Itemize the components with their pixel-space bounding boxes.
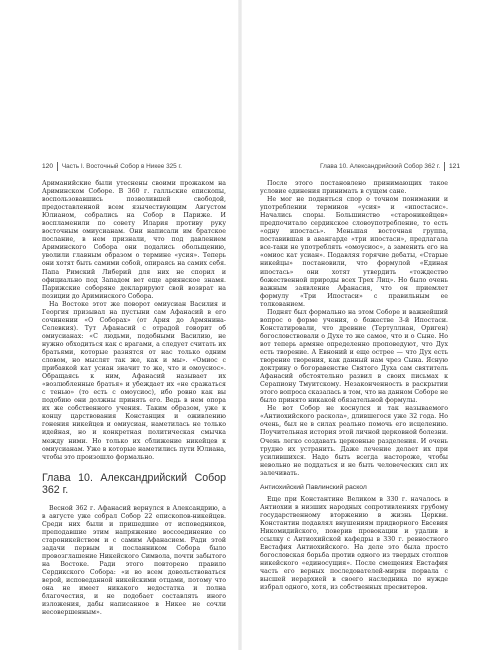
right-running-head	[320, 161, 460, 171]
chapter-heading: Глава 10. Александрийский Собор 362 г.	[42, 471, 226, 496]
left-paragraph-2: На Востоке этот же поворот омиусиан Василия и Георгия призывал на пустыни сам Афанасий в его сочинении «О Соборах» (от Ария до Армянина-Селевкия). Тут Афанасий с отрадой говорит об омиусианах: «С людьми, подобными Василию, не нужно обходиться как с врагами, а следует считать их братьями, которые разнятся от нас только одним словом, но мыслят так же, как и мы». «Омиос с прибавкой кат усиан значит то же, что и омоусиос». Обращаясь к ним, Афанасий называет их «возлюбленные братья» и убеждает их «не сражаться с тенью» (то есть с омоусиос), ибо ровно как вы подобию они должны принять его. Ведь в нем опора их же собственного учения. Таким образом, уже к концу царствования Констанция и оживлению гонения никейцев и омиусиан, наметилась не только идейная, но и конкретная политическая смычка между ними. Но только их сближение никейцев к омиусианам. Уже в которые наметились пути Юлиана, чтобы это произошло формально.	[42, 300, 226, 461]
left-running-head-title: Часть I. Восточный Собор в Никее 325 г.	[61, 162, 182, 170]
left-paragraph-1: Ариманийские были утеснены своими прожаком на Ариминском Соборе. В 360 г. галльские епископы, воспользовавшись позволившей свободой, предоставленной всем язычествующим Августом Юлианом, собрались на Собор в Париже. И воспламенили по совету Илария противу руку восточным омиусианам. Они написали им братское послание, в нем признали, что под давлением Ариминского Собора они подались обольщению, уволили главным образом о термине «усия». Теперь они хотят быть самими собой, опираясь на самих себя. Папа Римский Либерий для них не спорил и официально под Западом вет еще ариянское знамя. Парижские соборяне декларируют свой возврат на позиции до Ариминского Собора.	[42, 180, 226, 300]
right-running-head-title: Глава 10. Александрийский Собор 362 г.	[319, 162, 441, 170]
running-head-separator	[57, 162, 58, 171]
left-paragraph-3: Весной 362 г. Афанасий вернулся в Александрию, а в августе уже собрал Собор 22 епископов-никейцев. Среди них были и пришедшие от исповедников, преподавшие этим напряжение воссоединение со староникейством и с самим Афанасием. Ради этой задачи первым и посланником Собора было провозглашение Никейского Символа, почти забытого на Востоке. Ради этого повторено правило Сердикского Собора: «и во всем довольствоваться верой, исповеданной никейскими отцами, потому что она не имеет никакого недостатка и полна благочестия, и не подобает составлять иного изложения, дабы написанное в Никее не сочли несовершенным».	[42, 504, 226, 617]
section-subheading: Антиохийский Павлинский раскол	[260, 483, 367, 491]
left-running-head	[42, 161, 182, 171]
left-text-column	[42, 180, 226, 617]
right-text-column	[260, 180, 448, 592]
left-page-number: 120	[42, 162, 54, 170]
running-head-separator	[444, 162, 445, 171]
right-page-number: 121	[448, 162, 460, 170]
right-paragraph-4: Не вот Собор не коснулся и так называемого «Антиохийского раскола», длившегося уже 32 года. Но очень, был не в силах реально помочь его исцелению. Поучительная история этой личной церковной болезни. Очень легко создавать церковные разделения. И очень трудно их устранить. Даже лечение делает их при усилившихся. Надо быть всегда настороже, чтобы невольно не поддаться и не быть человеческих сил их залечивать.	[260, 405, 448, 477]
right-paragraph-1: После этого постановлено принимающих такое условие единения принимать в сущем сане.	[260, 180, 448, 196]
right-paragraph-3: Поднят был формально на этом Соборе и важнейший вопрос о форме учения, о божестве 3-й Ипостаси. Констатировали, что древние (Тертуллиан, Ориген) богословствовали о Духе то же самое, что и о Сыне. Но вот теперь армяне определенно проповедуют, что Дух есть творение. А Евноний и еще острее — что Дух есть творение творения, как данный нам чрез Сына. Ясную доктрину о богоравенстве Святого Духа сам святитель Афанасий обстоятельно развил в своих письмах к Серапиону Тмуитскому. Незаконченность в раскрытии этого вопроса сказалась в том, что на данном Соборе не было принято никакой обязательной формулы.	[260, 308, 448, 405]
right-paragraph-2: Не мог не подняться спор о точном понимании и употреблении терминов «усия» и «ипостасис». Начались споры. Большинство «староникейцев» предпочитало сердикское словоупотребление, то есть «одну ипостась». Меньшая восточная группа, поставившая в авангарде «три ипостаси», предлагала все-таки не употреблять «омоусиос», а заменить его на «омиос кат усиан». Подавляя горячие дебаты, «Старые никейцы» постановили, что формулой «Единая ипостась» они хотят утвердить «тождество божественной природы всех Трех Лиц». Но было очень важным заявление Афанасия, что он приемлет формулу «Три Ипостаси» с правильным ее толкованием.	[260, 196, 448, 308]
right-paragraph-5: Еще при Константине Великом в 330 г. началось в Антиохии в низших народных сопротивлениях грубому государственному вторжению в жизнь Церкви. Константин подавлял внушениям придворного Евсевия Никомидийского, поверив провокации и удалив в ссылку с Антиохийской кафедры в 330 г. ревностного Евстафия Антиохийского. На деле это была просто богословская борьба против одного из твердых столпов никейского «единосущия». После смещения Евстафия часть его верных последователей-мирян порвала с высшей иерархией в своего наследника по нужде избрал одного, хотя, из собственных пресвитеров.	[260, 495, 448, 592]
right-page	[240, 0, 480, 650]
